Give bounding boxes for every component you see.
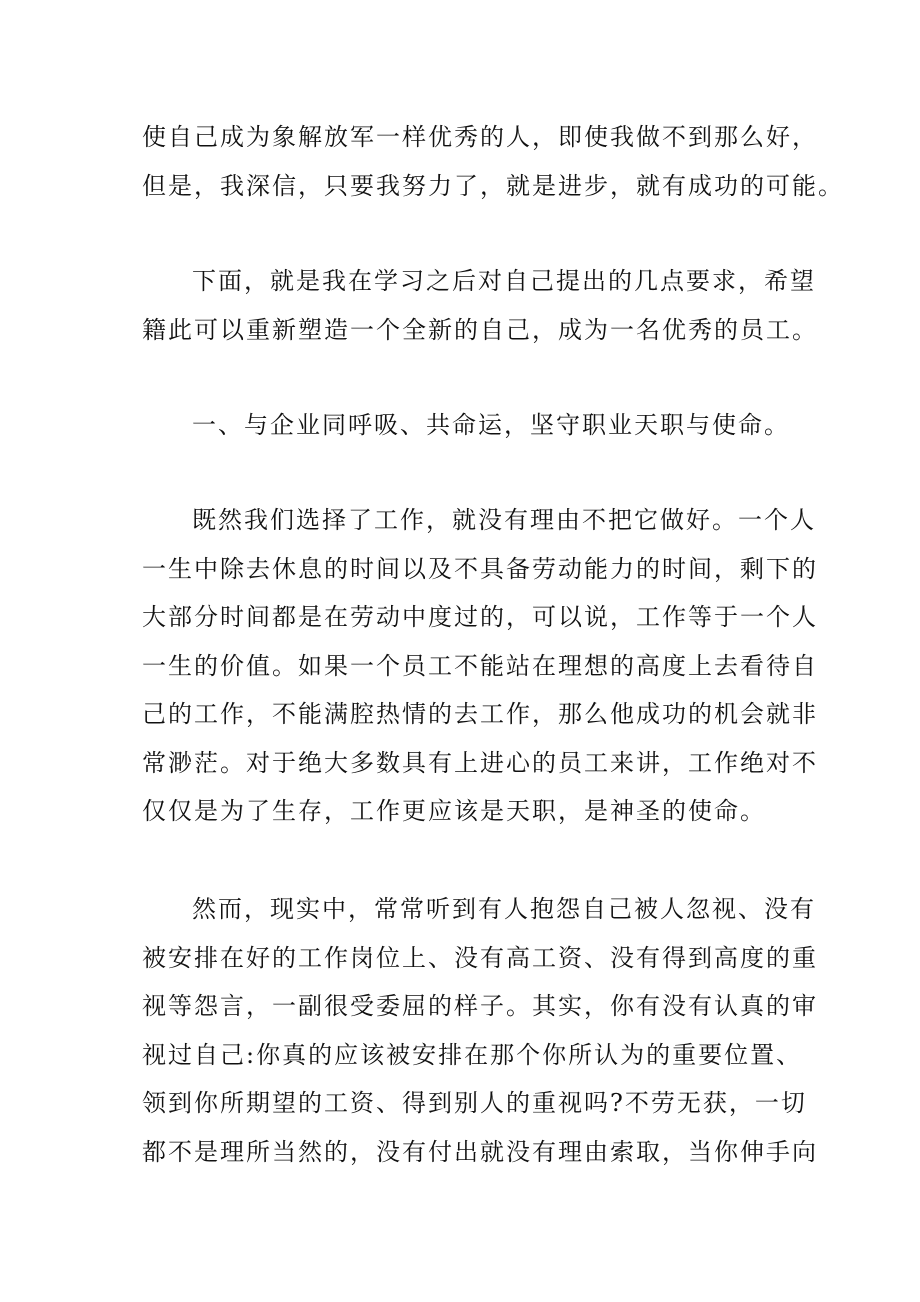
paragraph-4 [142, 885, 818, 1176]
text-line: 一、与企业同呼吸、共命运，坚守职业天职与使命。 [192, 411, 790, 439]
text-line: 视等怨言，一副很受委屈的样子。其实，你有没有认真的审 [142, 992, 818, 1020]
text-line: 己的工作，不能满腔热情的去工作，那么他成功的机会就非 [142, 700, 818, 728]
text-line: 然而，现实中，常常听到有人抱怨自己被人忽视、没有 [192, 895, 816, 923]
text-line: 下面，就是我在学习之后对自己提出的几点要求，希望 [192, 267, 816, 295]
text-line: 仅仅是为了生存，工作更应该是天职，是神圣的使命。 [142, 797, 766, 825]
text-line: 被安排在好的工作岗位上、没有高工资、没有得到高度的重 [142, 943, 818, 972]
text-line: 都不是理所当然的，没有付出就没有理由索取，当你伸手向 [142, 1137, 818, 1166]
paragraph-2 [142, 257, 818, 354]
paragraph-3 [142, 496, 818, 836]
text-line: 大部分时间都是在劳动中度过的，可以说，工作等于一个人 [142, 603, 818, 631]
section-heading [142, 401, 790, 450]
text-line: 一生的价值。如果一个员工不能站在理想的高度上去看待自 [142, 651, 818, 680]
text-line: 常渺茫。对于绝大多数具有上进心的员工来讲，工作绝对不 [142, 748, 818, 777]
paragraph-1 [142, 113, 844, 210]
text-line: 视过自己:你真的应该被安排在那个你所认为的重要位置、 [142, 1040, 803, 1069]
text-line: 领到你所期望的工资、得到别人的重视吗?不劳无获，一切 [142, 1089, 807, 1117]
text-line: 一生中除去休息的时间以及不具备劳动能力的时间，剩下的 [142, 554, 818, 583]
text-line: 使自己成为象解放军一样优秀的人，即使我做不到那么好， [142, 123, 818, 151]
text-line: 籍此可以重新塑造一个全新的自己，成为一名优秀的员工。 [142, 315, 818, 344]
text-line: 既然我们选择了工作，就没有理由不把它做好。一个人 [192, 506, 816, 534]
text-line: 但是，我深信，只要我努力了，就是进步，就有成功的可能。 [142, 171, 844, 200]
